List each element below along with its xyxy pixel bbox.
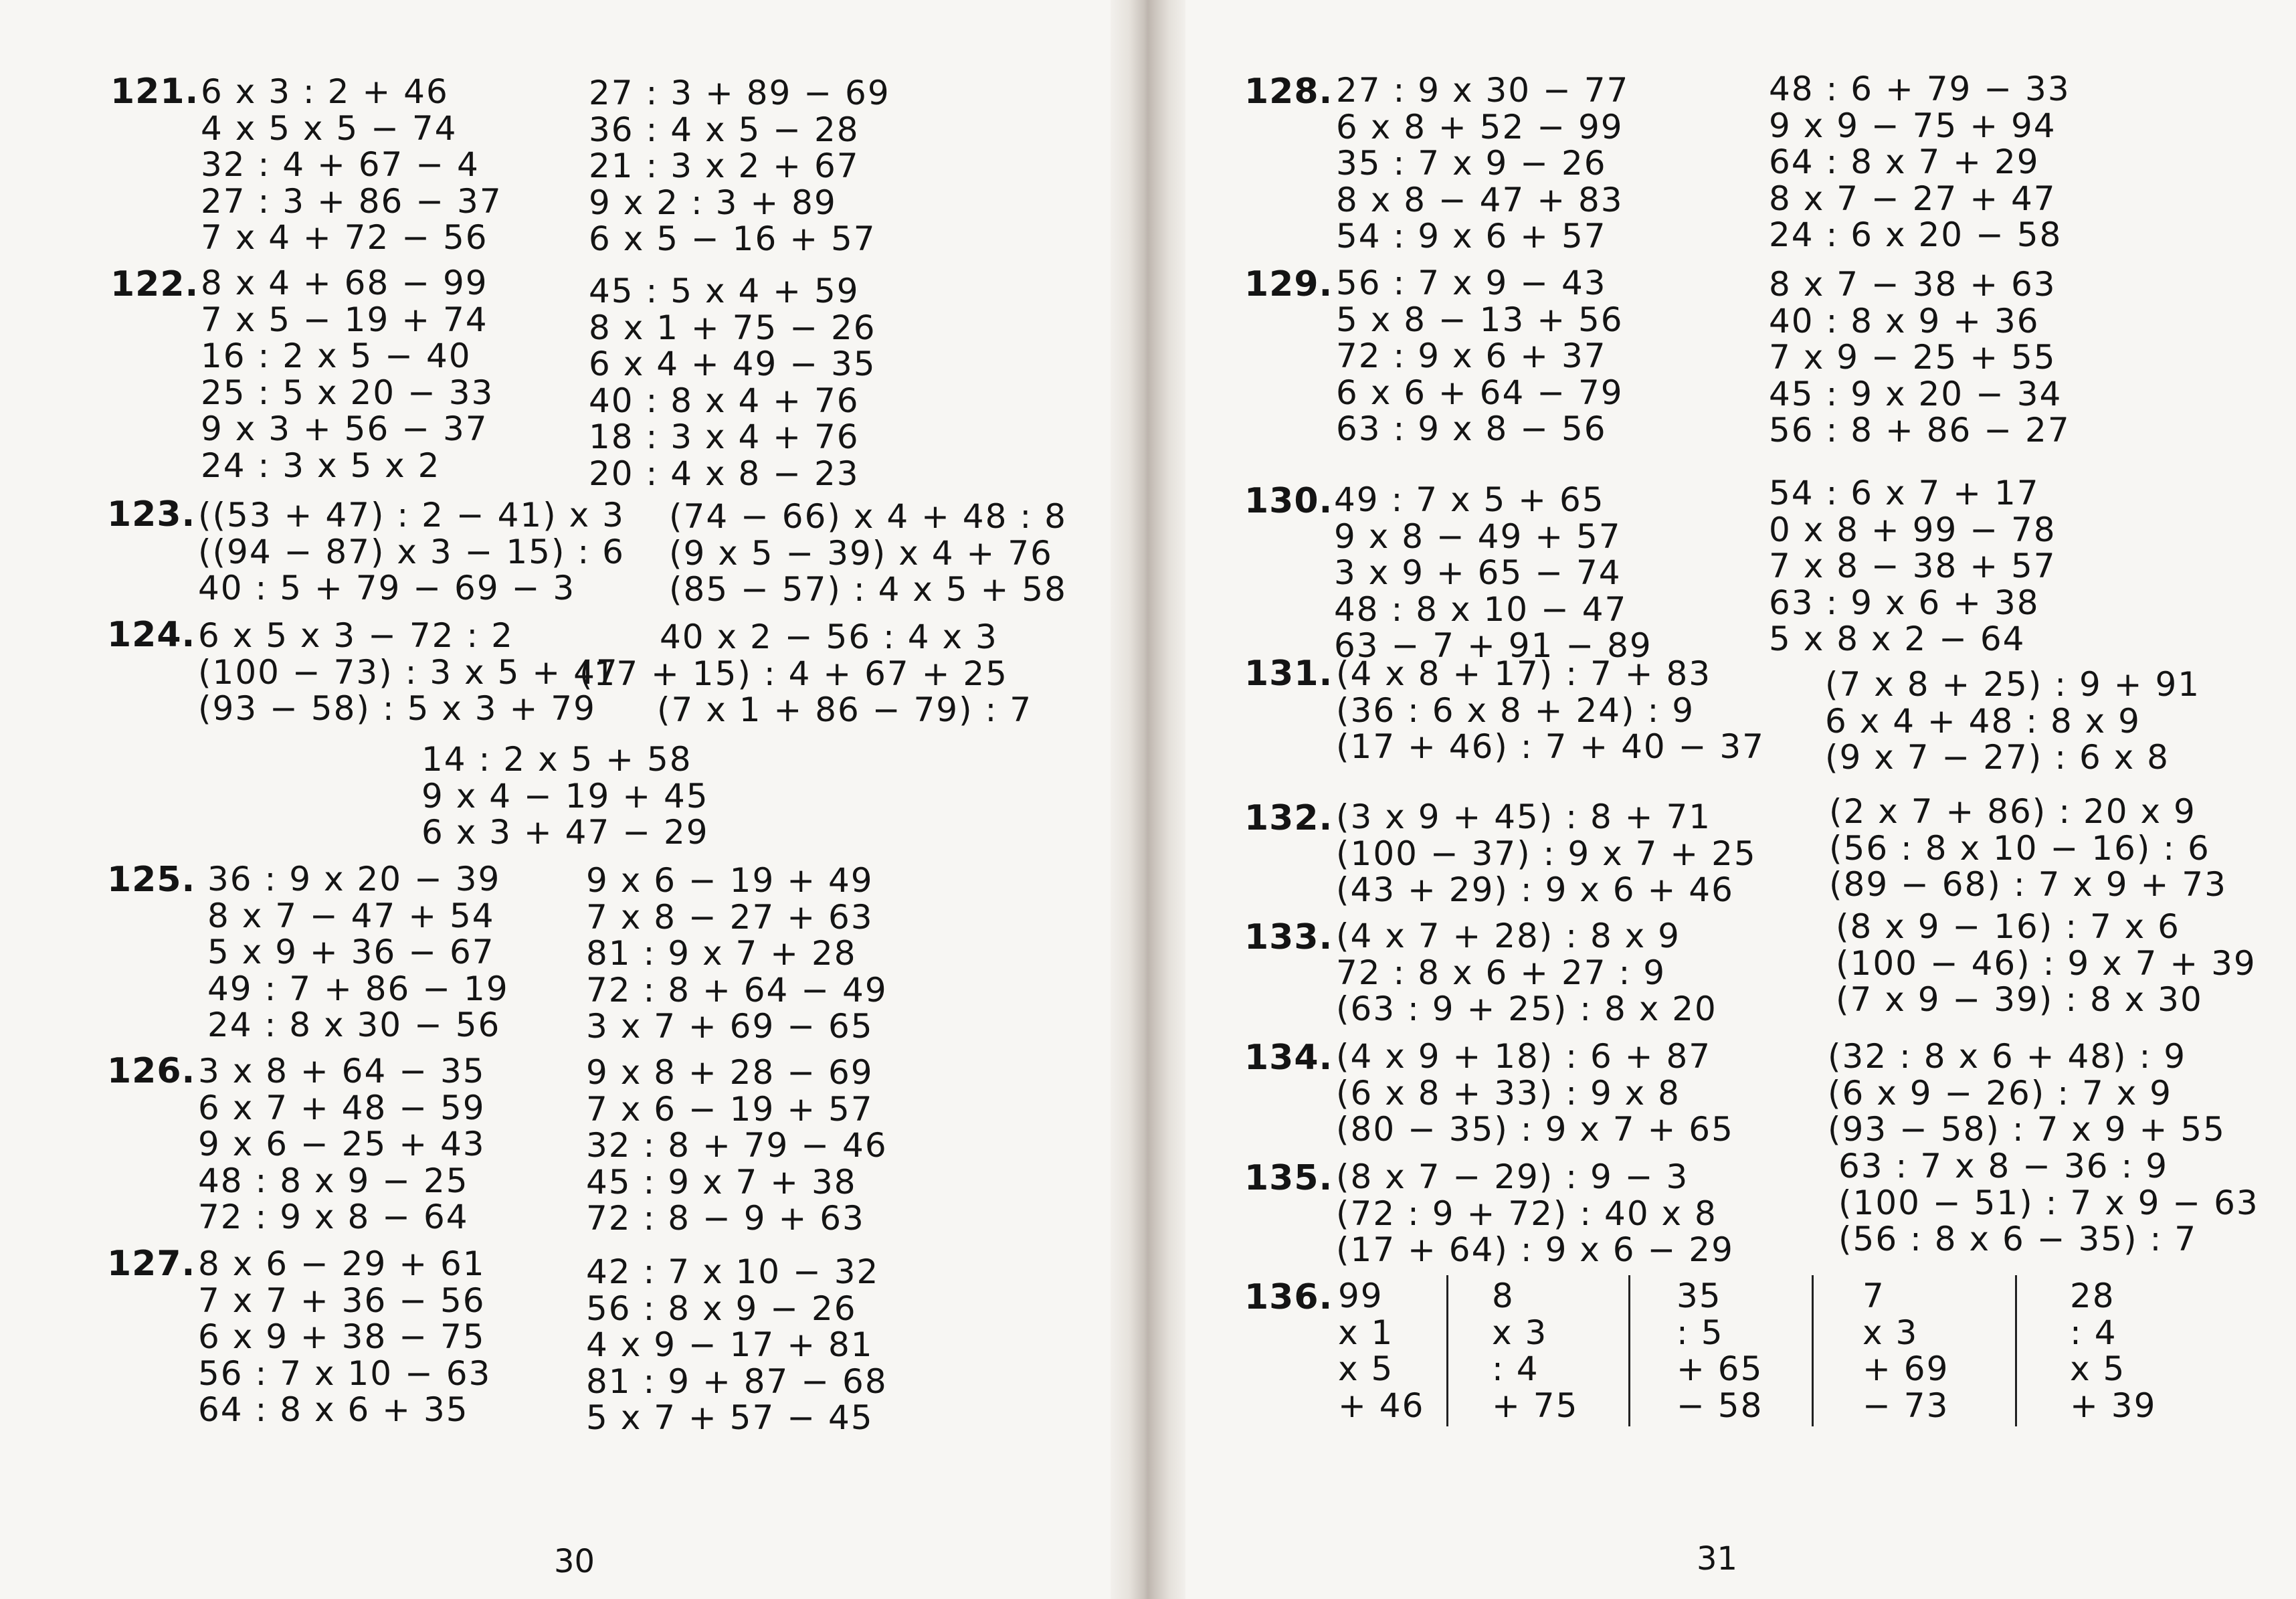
- expression: 72 : 8 − 9 + 63: [586, 1199, 865, 1238]
- expression: (100 − 73) : 3 x 5 + 47: [198, 652, 619, 692]
- expression: 6 x 4 + 49 − 35: [589, 345, 876, 383]
- expression: (100 − 46) : 9 x 7 + 39: [1836, 943, 2257, 983]
- expression: 64 : 8 x 6 + 35: [198, 1390, 469, 1429]
- expression-column: [421, 741, 709, 851]
- expression: 9 x 3 + 56 − 37: [201, 409, 488, 448]
- expression: 7 x 5 − 19 + 74: [201, 300, 488, 339]
- problem-number: 125.: [107, 860, 196, 900]
- expression: ((94 − 87) x 3 − 15) : 6: [198, 532, 625, 571]
- problem-number: 122.: [110, 264, 199, 304]
- expression: (85 − 57) : 4 x 5 + 58: [669, 570, 1067, 609]
- problem-number: 126.: [107, 1051, 196, 1091]
- expression: (7 x 8 + 25) : 9 + 91: [1825, 665, 2201, 704]
- expression-column: [1828, 1038, 2226, 1148]
- chain-value: 99: [1338, 1277, 1383, 1315]
- problem-number: 124.: [107, 615, 196, 655]
- problem-number: 135.: [1244, 1158, 1333, 1198]
- expression: (2 x 7 + 86) : 20 x 9: [1829, 792, 2196, 831]
- expression: 6 x 8 + 52 − 99: [1336, 107, 1624, 147]
- expression: 72 : 8 x 6 + 27 : 9: [1336, 953, 1666, 992]
- expression-column: [579, 619, 1032, 729]
- expression: (93 − 58) : 5 x 3 + 79: [198, 689, 596, 728]
- expression: 64 : 8 x 7 + 29: [1769, 143, 2040, 181]
- expression: 27 : 9 x 30 − 77: [1336, 71, 1630, 110]
- chain-value: 35: [1677, 1277, 1722, 1315]
- expression: 8 x 8 − 47 + 83: [1336, 180, 1624, 219]
- chain-step: x 5: [1338, 1349, 1394, 1388]
- expression: (56 : 8 x 10 − 16) : 6: [1829, 828, 2210, 868]
- expression: 9 x 6 − 25 + 43: [198, 1125, 486, 1163]
- expression: (4 x 7 + 28) : 8 x 9: [1336, 917, 1681, 955]
- expression: 6 x 6 + 64 − 79: [1336, 373, 1624, 412]
- problem-number: 134.: [1244, 1038, 1333, 1078]
- problem-number: 128.: [1244, 72, 1333, 112]
- expression: (6 x 8 + 33) : 9 x 8: [1336, 1073, 1681, 1113]
- expression: 21 : 3 x 2 + 67: [589, 147, 860, 185]
- expression: (80 − 35) : 9 x 7 + 65: [1336, 1110, 1734, 1149]
- expression: 40 : 5 + 79 − 69 − 3: [198, 569, 576, 607]
- expression: 6 x 4 + 48 : 8 x 9: [1825, 701, 2141, 741]
- expression: 7 x 6 − 19 + 57: [586, 1089, 874, 1129]
- chain-value: 8: [1492, 1277, 1515, 1315]
- expression-column: [1336, 918, 1717, 1028]
- expression-column: [1336, 265, 1624, 448]
- expression: (32 : 8 x 6 + 48) : 9: [1828, 1037, 2187, 1076]
- left-page: [0, 0, 1137, 1599]
- chain-step: + 69: [1862, 1349, 1949, 1388]
- expression: 72 : 9 x 8 − 64: [198, 1198, 469, 1236]
- problem-number: 129.: [1244, 264, 1333, 304]
- expression: (7 x 9 − 39) : 8 x 30: [1836, 980, 2203, 1019]
- expression: 48 : 8 x 10 − 47: [1334, 589, 1628, 629]
- expression: (4 x 9 + 18) : 6 + 87: [1336, 1037, 1712, 1076]
- expression: (7 x 1 + 86 − 79) : 7: [657, 690, 1033, 729]
- expression: 40 : 8 x 4 + 76: [589, 381, 860, 420]
- expression: (8 x 9 − 16) : 7 x 6: [1836, 907, 2180, 946]
- chain-step: − 73: [1862, 1386, 1949, 1425]
- page-number: 31: [1697, 1540, 1738, 1578]
- expression: 24 : 8 x 30 − 56: [207, 1006, 501, 1044]
- expression: (43 + 29) : 9 x 6 + 46: [1336, 870, 1734, 909]
- expression: 72 : 9 x 6 + 37: [1336, 337, 1607, 375]
- problem-number: 130.: [1244, 481, 1333, 521]
- expression-column: [586, 1254, 888, 1436]
- chain-step: + 39: [2070, 1386, 2157, 1425]
- expression-column: [1769, 266, 2071, 449]
- problem-number: 121.: [110, 72, 199, 112]
- expression: (4 x 8 + 17) : 7 + 83: [1336, 654, 1712, 693]
- problem-number: 136.: [1244, 1277, 1333, 1317]
- expression: 81 : 9 + 87 − 68: [586, 1361, 888, 1401]
- expression: 49 : 7 x 5 + 65: [1334, 480, 1605, 519]
- chain-step: x 3: [1492, 1313, 1548, 1352]
- chain-step: − 58: [1677, 1386, 1763, 1425]
- expression: (93 − 58) : 7 x 9 + 55: [1828, 1110, 2226, 1149]
- expression: 7 x 8 − 38 + 57: [1769, 547, 2056, 585]
- expression-column: [198, 1053, 486, 1236]
- expression: 9 x 8 − 49 + 57: [1334, 516, 1622, 556]
- chain-step: : 4: [1492, 1349, 1539, 1388]
- expression: 8 x 7 − 47 + 54: [207, 896, 495, 935]
- expression: 48 : 6 + 79 − 33: [1769, 70, 2071, 108]
- expression: 32 : 8 + 79 − 46: [586, 1126, 888, 1165]
- expression: 6 x 5 − 16 + 57: [589, 219, 876, 258]
- chain-step: x 1: [1338, 1313, 1394, 1352]
- expression: 5 x 8 − 13 + 56: [1336, 300, 1624, 339]
- expression: 3 x 8 + 64 − 35: [198, 1052, 486, 1091]
- expression: 54 : 9 x 6 + 57: [1336, 217, 1607, 256]
- expression: 54 : 6 x 7 + 17: [1769, 474, 2040, 512]
- chain-step: x 3: [1862, 1313, 1919, 1352]
- expression: (8 x 7 − 29) : 9 − 3: [1336, 1157, 1689, 1196]
- problem-number: 123.: [107, 494, 196, 535]
- expression-column: [1336, 799, 1757, 909]
- expression: 56 : 8 x 9 − 26: [586, 1289, 857, 1328]
- expression-column: [1836, 909, 2257, 1018]
- expression-column: [1838, 1148, 2259, 1258]
- expression: 56 : 7 x 9 − 43: [1336, 264, 1607, 302]
- expression: 56 : 7 x 10 − 63: [198, 1353, 492, 1393]
- expression: 36 : 4 x 5 − 28: [589, 110, 860, 149]
- expression: 24 : 6 x 20 − 58: [1769, 215, 2063, 254]
- expression: (36 : 6 x 8 + 24) : 9: [1336, 690, 1695, 730]
- expression: 18 : 3 x 4 + 76: [589, 417, 860, 456]
- expression-column: [586, 1054, 888, 1237]
- chain-column: [2015, 1275, 2189, 1426]
- expression: 9 x 2 : 3 + 89: [589, 183, 837, 222]
- chain-step: x 5: [2070, 1349, 2126, 1388]
- problem-number: 132.: [1244, 798, 1333, 838]
- expression: (89 − 68) : 7 x 9 + 73: [1829, 865, 2227, 904]
- expression-column: [1769, 475, 2056, 658]
- expression: 9 x 8 + 28 − 69: [586, 1053, 874, 1092]
- expression: 6 x 3 + 47 − 29: [421, 813, 709, 852]
- expression: (72 : 9 + 72) : 40 x 8: [1336, 1194, 1717, 1233]
- expression-column: [1336, 1159, 1734, 1268]
- expression: 27 : 3 + 89 − 69: [589, 74, 890, 112]
- expression: 45 : 9 x 20 − 34: [1769, 374, 2063, 413]
- expression: 36 : 9 x 20 − 39: [207, 860, 501, 899]
- expression: 3 x 7 + 69 − 65: [586, 1007, 874, 1046]
- page-number: 30: [554, 1543, 595, 1580]
- expression-column: [1829, 793, 2227, 903]
- expression: (74 − 66) x 4 + 48 : 8: [669, 497, 1067, 536]
- expression: (56 : 8 x 6 − 35) : 7: [1838, 1220, 2198, 1258]
- expression-column: [198, 497, 625, 607]
- expression: 42 : 7 x 10 − 32: [586, 1252, 880, 1291]
- expression-column: [1336, 656, 1765, 765]
- expression: 81 : 9 x 7 + 28: [586, 934, 857, 973]
- expression: 3 x 9 + 65 − 74: [1334, 553, 1622, 592]
- chain-step: : 4: [2070, 1313, 2117, 1352]
- expression-column: [207, 861, 509, 1044]
- problem-number: 133.: [1244, 917, 1333, 957]
- expression: 9 x 9 − 75 + 94: [1769, 106, 2056, 145]
- expression: 48 : 8 x 9 − 25: [198, 1161, 469, 1200]
- chain-column: [1812, 1275, 2017, 1426]
- expression-column: [198, 1246, 491, 1428]
- chain-column: [1628, 1275, 1814, 1426]
- expression-column: [201, 265, 494, 484]
- expression: 56 : 8 + 86 − 27: [1769, 411, 2071, 450]
- expression: 4 x 5 x 5 − 74: [201, 108, 458, 148]
- book-spine-gutter: [1111, 0, 1185, 1599]
- expression-column: [669, 498, 1067, 608]
- expression-column: [201, 74, 502, 256]
- expression: 45 : 9 x 7 + 38: [586, 1162, 857, 1202]
- expression-column: [1769, 71, 2071, 254]
- chain-column: [1326, 1275, 1448, 1426]
- expression: (100 − 37) : 9 x 7 + 25: [1336, 834, 1757, 873]
- expression: 5 x 9 + 36 − 67: [207, 933, 495, 971]
- expression: 9 x 6 − 19 + 49: [586, 861, 874, 900]
- expression: 4 x 9 − 17 + 81: [586, 1325, 874, 1364]
- expression: 16 : 2 x 5 − 40: [201, 337, 472, 375]
- expression: 7 x 8 − 27 + 63: [586, 897, 874, 937]
- chain-value: 28: [2070, 1277, 2115, 1315]
- expression: 63 − 7 + 91 − 89: [1334, 626, 1652, 665]
- expression: 40 : 8 x 9 + 36: [1769, 301, 2040, 341]
- expression-column: [589, 273, 876, 492]
- expression: (17 + 46) : 7 + 40 − 37: [1336, 727, 1765, 766]
- expression-column: [1825, 666, 2200, 776]
- expression: (6 x 9 − 26) : 7 x 9: [1828, 1073, 2172, 1113]
- expression: (3 x 9 + 45) : 8 + 71: [1336, 797, 1712, 836]
- expression: 6 x 7 + 48 − 59: [198, 1088, 486, 1127]
- expression: (17 + 64) : 9 x 6 − 29: [1336, 1230, 1734, 1269]
- expression-column: [1336, 1038, 1734, 1148]
- expression: 5 x 8 x 2 − 64: [1769, 620, 2026, 658]
- expression: 7 x 7 + 36 − 56: [198, 1281, 486, 1320]
- expression: 9 x 4 − 19 + 45: [421, 776, 709, 816]
- expression: 6 x 5 x 3 − 72 : 2: [198, 616, 514, 655]
- expression: 35 : 7 x 9 − 26: [1336, 144, 1607, 183]
- expression: (9 x 7 − 27) : 6 x 8: [1825, 738, 2170, 777]
- chain-step: + 75: [1492, 1386, 1579, 1425]
- problem-number: 131.: [1244, 654, 1333, 694]
- expression: (63 : 9 + 25) : 8 x 20: [1336, 990, 1717, 1028]
- expression: 63 : 9 x 6 + 38: [1769, 583, 2040, 622]
- expression-column: [586, 862, 888, 1045]
- expression: 25 : 5 x 20 − 33: [201, 373, 494, 412]
- problem-number: 127.: [107, 1244, 196, 1284]
- expression: ((53 + 47) : 2 − 41) x 3: [198, 496, 625, 535]
- expression: 6 x 9 + 38 − 75: [198, 1317, 486, 1356]
- expression: 72 : 8 + 64 − 49: [586, 970, 888, 1010]
- expression: (100 − 51) : 7 x 9 − 63: [1838, 1183, 2259, 1222]
- expression: 8 x 4 + 68 − 99: [201, 264, 488, 302]
- expression: (9 x 5 − 39) x 4 + 76: [669, 533, 1053, 573]
- expression: 0 x 8 + 99 − 78: [1769, 510, 2056, 549]
- expression: 63 : 7 x 8 − 36 : 9: [1838, 1147, 2169, 1186]
- expression: 8 x 6 − 29 + 61: [198, 1244, 486, 1283]
- expression-column: [198, 618, 619, 727]
- expression: 45 : 5 x 4 + 59: [589, 272, 860, 310]
- expression: 8 x 7 − 38 + 63: [1769, 265, 2056, 304]
- expression: 24 : 3 x 5 x 2: [201, 446, 441, 485]
- expression: 14 : 2 x 5 + 58: [421, 740, 692, 779]
- expression: (17 + 15) : 4 + 67 + 25: [579, 654, 1008, 693]
- chain-step: + 65: [1677, 1349, 1763, 1388]
- chain-step: + 46: [1338, 1386, 1425, 1425]
- expression: 63 : 9 x 8 − 56: [1336, 409, 1607, 448]
- chain-column: [1446, 1275, 1630, 1426]
- expression-column: [1334, 482, 1652, 664]
- expression-column: [1336, 72, 1629, 255]
- expression: 7 x 9 − 25 + 55: [1769, 338, 2056, 377]
- expression: 49 : 7 + 86 − 19: [207, 969, 509, 1008]
- expression: 5 x 7 + 57 − 45: [586, 1398, 874, 1437]
- right-page: [1159, 0, 2296, 1599]
- expression: 8 x 1 + 75 − 26: [589, 308, 876, 347]
- chain-step: : 5: [1677, 1313, 1724, 1352]
- expression: 8 x 7 − 27 + 47: [1769, 179, 2056, 218]
- chain-value: 7: [1862, 1277, 1885, 1315]
- expression: 20 : 4 x 8 − 23: [589, 454, 860, 493]
- expression: 7 x 4 + 72 − 56: [201, 218, 488, 257]
- expression: 32 : 4 + 67 − 4: [201, 145, 480, 184]
- expression: 40 x 2 − 56 : 4 x 3: [660, 618, 998, 656]
- expression-column: [589, 75, 890, 258]
- expression: 27 : 3 + 86 − 37: [201, 181, 502, 221]
- expression: 6 x 3 : 2 + 46: [201, 72, 449, 111]
